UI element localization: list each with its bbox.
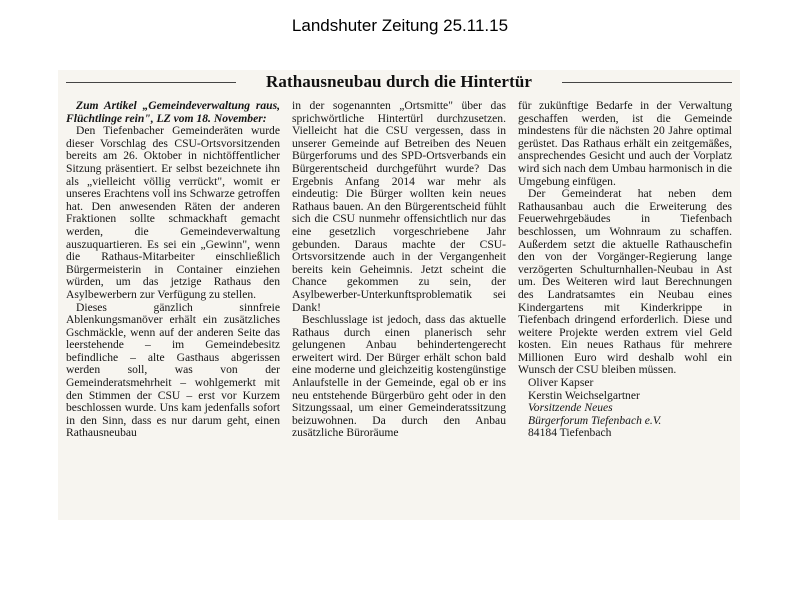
article-paragraph: Dieses gänzlich sinnfreie Ablenkungsmanöver erhält ein zusätzliches Gschmäckle, wenn auf der anderen Seite das leerstehende – im Gemeindebesitz befindliche – alte Gasthaus abgerissen werden soll, was von der Gemeinderatsmehrheit – wohlgemerkt mit den Stimmen der CSU – erst vor Kurzem beschlossen wurde. Uns kam jedenfalls sofort in den Sinn, dass es nur darum geht, einen Rathausneubau: [66, 300, 280, 440]
article-column-1: [66, 100, 280, 518]
article-column-2: [292, 100, 506, 518]
article-paragraph: Der Gemeinderat hat neben dem Rathausanbau auch die Erweiterung des Feuerwehrgebäudes in Tiefenbach beschlossen, um Wohnraum zu schaffen. Außerdem setzt die aktuelle Rathauschefin den von der Vorgänger-Regierung lange verzögerten Schulturnhallen-Neubau in Ast um. Des Weiteren wird laut Berechnungen des Landratsamtes ein Neubau eines Kindergartens mit Kinderkrippe in Tiefenbach dringend erforderlich. Diese und weitere Projekte werden extrem viel Geld kosten. Ein neues Rathaus für mehrere Millionen Euro wird deshalb wohl ein Wunsch der CSU bleiben müssen.: [518, 187, 732, 377]
intro-reference: Zum Artikel „Gemeindeverwaltung raus, Flüchtlinge rein", LZ vom 18. November:: [66, 100, 280, 125]
newspaper-clipping: [58, 70, 740, 520]
article-paragraph: Beschlusslage ist jedoch, dass das aktuelle Rathaus durch einen planerisch sehr gelungenen Anbau behindertengerecht erweitert wird. Der Bürger erhält schon bald eine moderne und gleichzeitig kostengünstige Anlaufstelle in der Gemeinde, egal ob er ins neu entstehende Bürgerbüro geht oder in den Sitzungssaal, um einer Gemeinderatssitzung beizuwohnen. Da durch den Anbau zusätzliche Büroräume: [292, 313, 506, 440]
article-paragraph: für zukünftige Bedarfe in der Verwaltung geschaffen werden, ist die Gemeinde mindestens für die nächsten 20 Jahre optimal gerüstet. Das Rathaus erhält ein zeitgemäßes, ansprechendes Gesicht und auch der Vorplatz wird sich nach dem Umbau harmonisch in die Umgebung einfügen.: [518, 100, 732, 188]
page-caption: Landshuter Zeitung 25.11.15: [291, 16, 509, 35]
signature-organization: Vorsitzende Neues: [528, 401, 613, 415]
signature-organization: Bürgerforum Tiefenbach e.V.: [528, 413, 662, 427]
headline-rule-right: [562, 82, 732, 83]
signature-name: Kerstin Weichselgartner: [528, 388, 640, 402]
article-paragraph: Den Tiefenbacher Gemeinderäten wurde dieser Vorschlag des CSU-Ortsvorsitzenden bereits am 26. Oktober in nichtöffentlicher Sitzung präsentiert. Er selbst bezeichnete ihn als „vielleicht völlig verrückt", womit er unseres Erachtens voll ins Schwarze getroffen hat. Den anwesenden Räten der anderen Fraktionen sollte schmackhaft gemacht werden, die Gemeindeverwaltung auszuquartieren. Es sei ein „Gewinn", wenn die Rathaus-Mitarbeiter einschließlich Bürgermeisterin in Container einziehen würden, um das jetzige Rathaus den Asylbewerbern zur Verfügung zu stellen.: [66, 124, 280, 301]
signature-address: 84184 Tiefenbach: [528, 426, 612, 440]
article-paragraph: in der sogenannten „Ortsmitte" über das sprichwörtliche Hintertürl durchzusetzen. Vielleicht hat die CSU vergessen, dass in unserer Gemeinde auf Betreiben des Neuen Bürgerforums und des SPD-Ortsverbands ein Bürgerentscheid durchgeführt wurde? Das Ergebnis Anfang 2014 war mehr als eindeutig: Die Bürger wollten kein neues Rathaus bauen. An den Bürgerentscheid fühlt sich die CSU nunmehr offensichtlich nur das eine gesetzlich vorgeschriebene Jahr gebunden. Daraus machte der CSU-Ortsvorsitzende auch in der Vergangenheit bereits kein Geheimnis. Jetzt scheint die Chance gekommen zu sein, der Asylbewerber-Unterkunftsproblematik sei Dank!: [292, 100, 506, 314]
article-headline: Rathausneubau durch die Hintertür: [265, 72, 533, 91]
headline-row: [58, 70, 740, 96]
article-columns: [66, 100, 732, 518]
signature-name: Oliver Kapser: [528, 376, 594, 390]
article-column-3: [518, 100, 732, 518]
